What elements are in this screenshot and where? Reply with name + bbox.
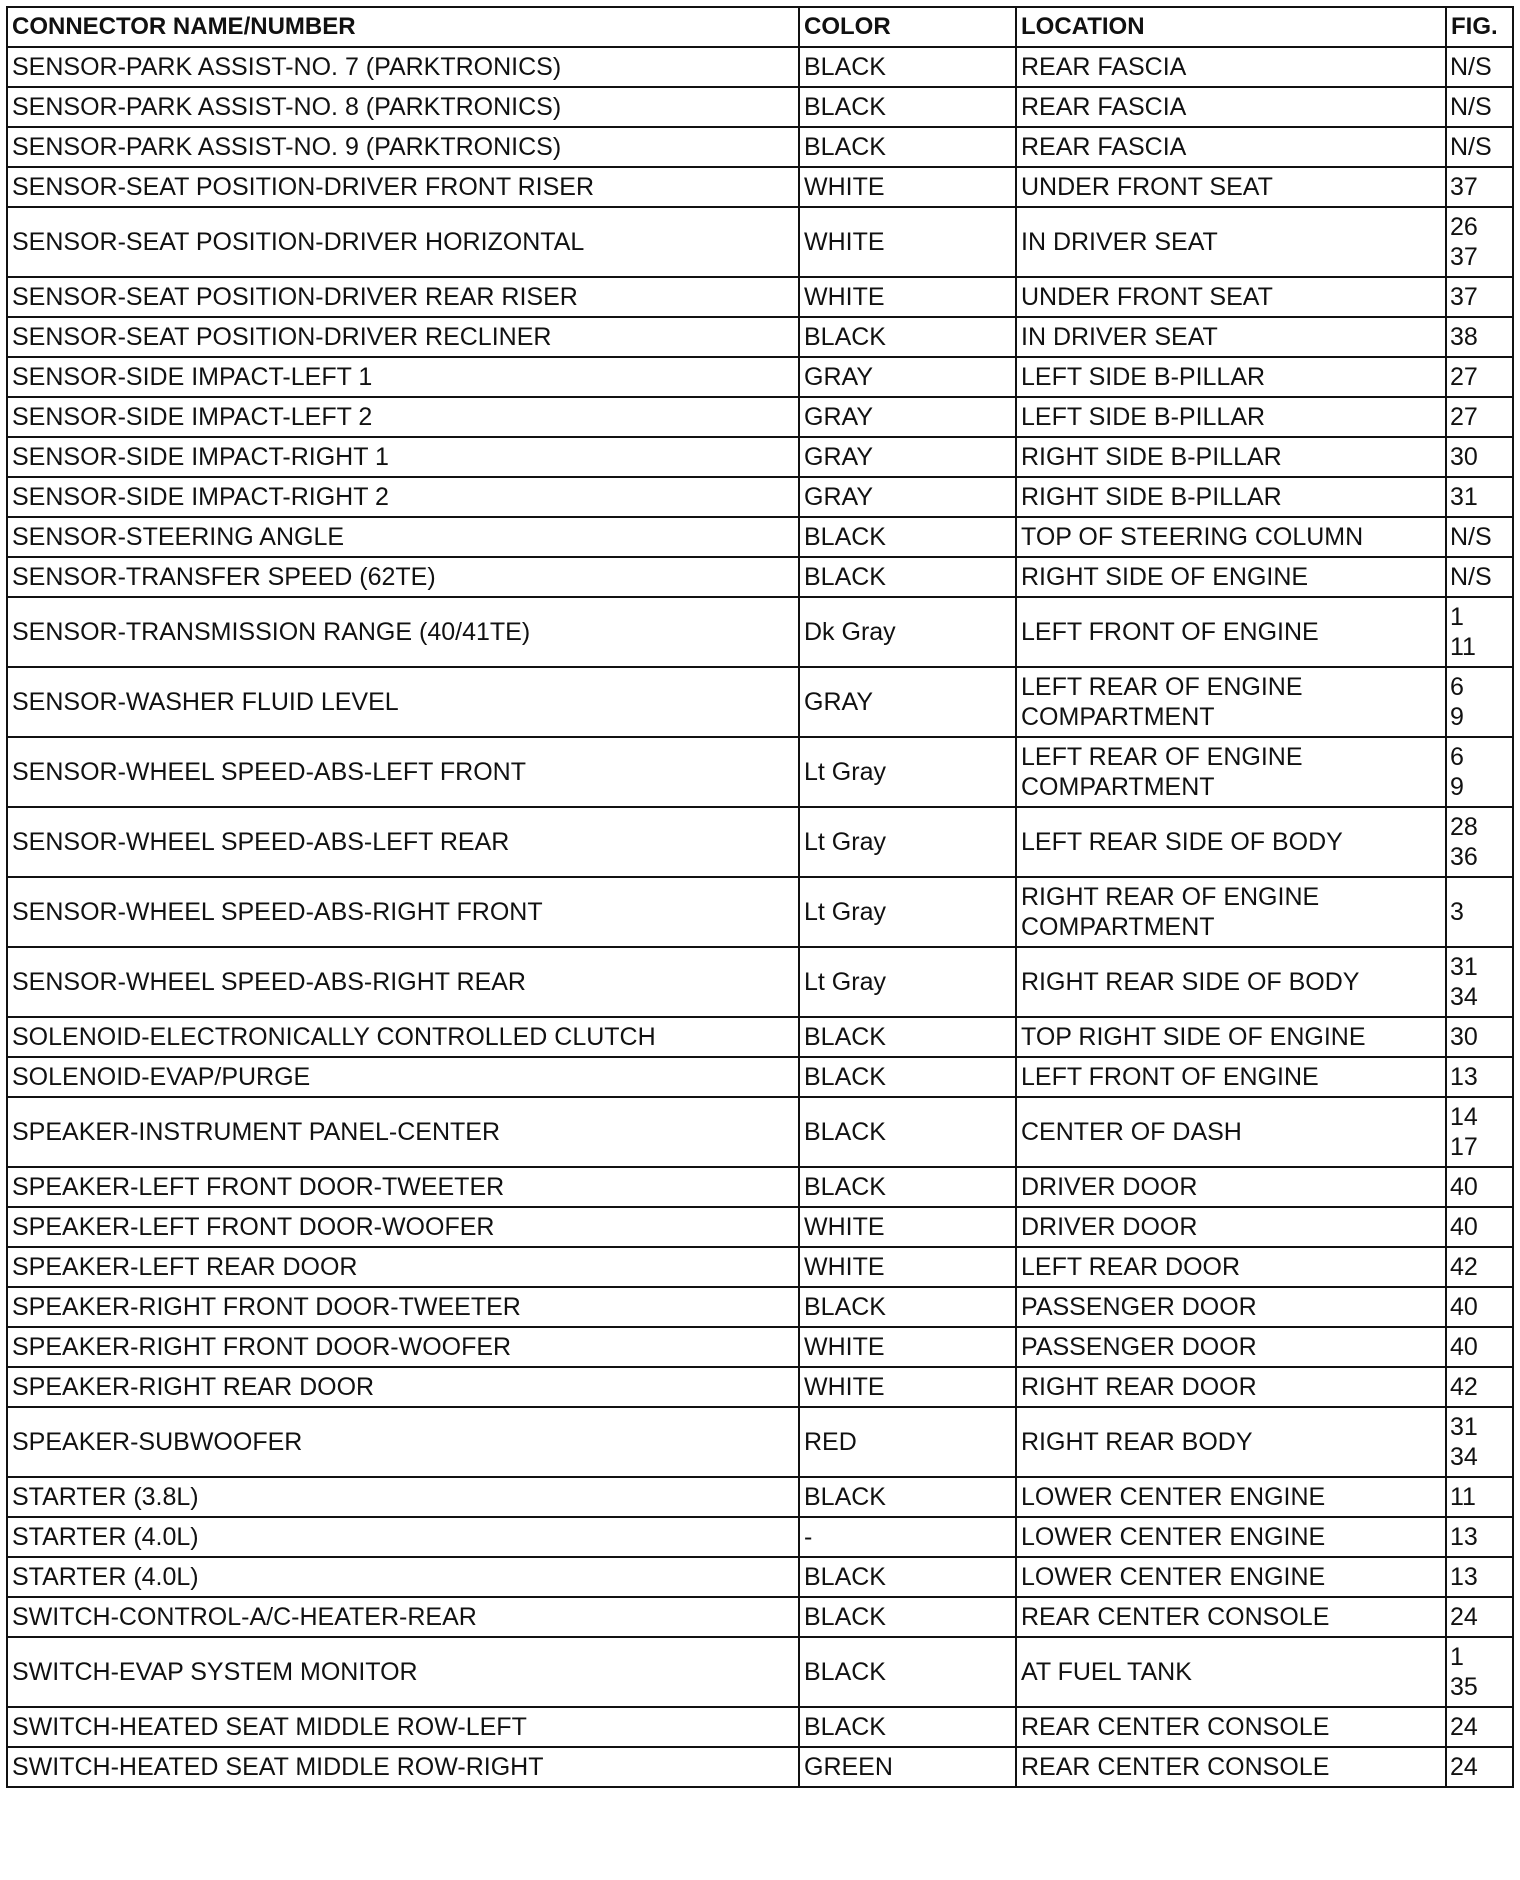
color-cell: BLACK — [799, 1167, 1016, 1207]
fig-cell: 42 — [1446, 1247, 1513, 1287]
fig-cell: 37 — [1446, 277, 1513, 317]
color-cell: Lt Gray — [799, 877, 1016, 947]
color-cell: WHITE — [799, 167, 1016, 207]
table-row — [7, 1557, 1513, 1597]
connector-name-cell: STARTER (4.0L) — [7, 1557, 799, 1597]
connector-name-cell: SOLENOID-ELECTRONICALLY CONTROLLED CLUTCH — [7, 1017, 799, 1057]
connector-name-cell: SPEAKER-RIGHT FRONT DOOR-WOOFER — [7, 1327, 799, 1367]
connector-name-cell: SWITCH-EVAP SYSTEM MONITOR — [7, 1637, 799, 1707]
color-cell: WHITE — [799, 1207, 1016, 1247]
color-cell: BLACK — [799, 517, 1016, 557]
fig-cell: 13 — [1446, 1557, 1513, 1597]
location-cell: IN DRIVER SEAT — [1016, 207, 1446, 277]
table-row — [7, 557, 1513, 597]
color-cell: GRAY — [799, 397, 1016, 437]
table-row — [7, 517, 1513, 557]
fig-cell: 30 — [1446, 1017, 1513, 1057]
table-row — [7, 277, 1513, 317]
location-cell: LEFT FRONT OF ENGINE — [1016, 597, 1446, 667]
color-cell: BLACK — [799, 1707, 1016, 1747]
connector-name-cell: SWITCH-CONTROL-A/C-HEATER-REAR — [7, 1597, 799, 1637]
table-row — [7, 1247, 1513, 1287]
fig-cell: N/S — [1446, 557, 1513, 597]
fig-cell: 27 — [1446, 357, 1513, 397]
header-color: COLOR — [799, 7, 1016, 47]
table-row — [7, 1367, 1513, 1407]
connector-name-cell: SPEAKER-INSTRUMENT PANEL-CENTER — [7, 1097, 799, 1167]
color-cell: WHITE — [799, 1327, 1016, 1367]
color-cell: BLACK — [799, 1017, 1016, 1057]
fig-cell: 1 11 — [1446, 597, 1513, 667]
fig-cell: 37 — [1446, 167, 1513, 207]
location-cell: RIGHT SIDE B-PILLAR — [1016, 437, 1446, 477]
connector-name-cell: SWITCH-HEATED SEAT MIDDLE ROW-RIGHT — [7, 1747, 799, 1787]
table-row — [7, 1747, 1513, 1787]
table-row — [7, 807, 1513, 877]
header-fig: FIG. — [1446, 7, 1513, 47]
color-cell: BLACK — [799, 317, 1016, 357]
location-cell: RIGHT REAR SIDE OF BODY — [1016, 947, 1446, 1017]
connector-name-cell: SWITCH-HEATED SEAT MIDDLE ROW-LEFT — [7, 1707, 799, 1747]
fig-cell: N/S — [1446, 87, 1513, 127]
connector-name-cell: SENSOR-SEAT POSITION-DRIVER HORIZONTAL — [7, 207, 799, 277]
location-cell: LEFT REAR DOOR — [1016, 1247, 1446, 1287]
table-row — [7, 1167, 1513, 1207]
connector-name-cell: SENSOR-STEERING ANGLE — [7, 517, 799, 557]
color-cell: BLACK — [799, 1057, 1016, 1097]
location-cell: LEFT SIDE B-PILLAR — [1016, 397, 1446, 437]
location-cell: RIGHT SIDE OF ENGINE — [1016, 557, 1446, 597]
fig-cell: 30 — [1446, 437, 1513, 477]
fig-cell: 31 34 — [1446, 1407, 1513, 1477]
table-row — [7, 1327, 1513, 1367]
connector-name-cell: SENSOR-TRANSMISSION RANGE (40/41TE) — [7, 597, 799, 667]
location-cell: LEFT SIDE B-PILLAR — [1016, 357, 1446, 397]
fig-cell: 14 17 — [1446, 1097, 1513, 1167]
fig-cell: N/S — [1446, 127, 1513, 167]
table-row — [7, 357, 1513, 397]
fig-cell: 13 — [1446, 1517, 1513, 1557]
fig-cell: 31 — [1446, 477, 1513, 517]
table-row — [7, 1597, 1513, 1637]
header-connector-name: CONNECTOR NAME/NUMBER — [7, 7, 799, 47]
fig-cell: 24 — [1446, 1707, 1513, 1747]
location-cell: LOWER CENTER ENGINE — [1016, 1477, 1446, 1517]
connector-name-cell: SENSOR-WHEEL SPEED-ABS-LEFT FRONT — [7, 737, 799, 807]
color-cell: Lt Gray — [799, 737, 1016, 807]
connector-name-cell: SOLENOID-EVAP/PURGE — [7, 1057, 799, 1097]
color-cell: BLACK — [799, 1557, 1016, 1597]
location-cell: IN DRIVER SEAT — [1016, 317, 1446, 357]
table-row — [7, 1707, 1513, 1747]
fig-cell: 40 — [1446, 1287, 1513, 1327]
connector-name-cell: SENSOR-WASHER FLUID LEVEL — [7, 667, 799, 737]
fig-cell: 40 — [1446, 1167, 1513, 1207]
location-cell: REAR CENTER CONSOLE — [1016, 1747, 1446, 1787]
location-cell: LOWER CENTER ENGINE — [1016, 1557, 1446, 1597]
fig-cell: 6 9 — [1446, 667, 1513, 737]
color-cell: WHITE — [799, 277, 1016, 317]
fig-cell: 24 — [1446, 1597, 1513, 1637]
table-row — [7, 737, 1513, 807]
table-row — [7, 1207, 1513, 1247]
table-row — [7, 1287, 1513, 1327]
location-cell: TOP OF STEERING COLUMN — [1016, 517, 1446, 557]
connector-name-cell: SENSOR-SIDE IMPACT-RIGHT 1 — [7, 437, 799, 477]
color-cell: GRAY — [799, 357, 1016, 397]
connector-name-cell: SENSOR-WHEEL SPEED-ABS-RIGHT REAR — [7, 947, 799, 1017]
table-row — [7, 87, 1513, 127]
color-cell: GRAY — [799, 477, 1016, 517]
color-cell: BLACK — [799, 87, 1016, 127]
color-cell: BLACK — [799, 47, 1016, 87]
location-cell: LEFT REAR OF ENGINE COMPARTMENT — [1016, 667, 1446, 737]
connector-name-cell: SENSOR-SEAT POSITION-DRIVER REAR RISER — [7, 277, 799, 317]
connector-name-cell: SENSOR-SIDE IMPACT-RIGHT 2 — [7, 477, 799, 517]
location-cell: LEFT REAR OF ENGINE COMPARTMENT — [1016, 737, 1446, 807]
location-cell: PASSENGER DOOR — [1016, 1287, 1446, 1327]
color-cell: BLACK — [799, 1597, 1016, 1637]
connector-name-cell: SENSOR-PARK ASSIST-NO. 8 (PARKTRONICS) — [7, 87, 799, 127]
location-cell: UNDER FRONT SEAT — [1016, 167, 1446, 207]
color-cell: RED — [799, 1407, 1016, 1477]
color-cell: Lt Gray — [799, 947, 1016, 1017]
fig-cell: 24 — [1446, 1747, 1513, 1787]
table-row — [7, 397, 1513, 437]
connector-name-cell: SENSOR-TRANSFER SPEED (62TE) — [7, 557, 799, 597]
location-cell: REAR FASCIA — [1016, 87, 1446, 127]
color-cell: WHITE — [799, 207, 1016, 277]
color-cell: GRAY — [799, 437, 1016, 477]
table-row — [7, 667, 1513, 737]
fig-cell: 6 9 — [1446, 737, 1513, 807]
table-row — [7, 1407, 1513, 1477]
location-cell: RIGHT SIDE B-PILLAR — [1016, 477, 1446, 517]
location-cell: CENTER OF DASH — [1016, 1097, 1446, 1167]
color-cell: WHITE — [799, 1247, 1016, 1287]
location-cell: UNDER FRONT SEAT — [1016, 277, 1446, 317]
fig-cell: 26 37 — [1446, 207, 1513, 277]
fig-cell: 13 — [1446, 1057, 1513, 1097]
fig-cell: 40 — [1446, 1327, 1513, 1367]
connector-name-cell: SPEAKER-RIGHT REAR DOOR — [7, 1367, 799, 1407]
table-row — [7, 207, 1513, 277]
color-cell: Dk Gray — [799, 597, 1016, 667]
connector-name-cell: SENSOR-WHEEL SPEED-ABS-RIGHT FRONT — [7, 877, 799, 947]
table-row — [7, 47, 1513, 87]
connector-name-cell: SENSOR-SIDE IMPACT-LEFT 2 — [7, 397, 799, 437]
connector-name-cell: SPEAKER-LEFT FRONT DOOR-WOOFER — [7, 1207, 799, 1247]
location-cell: RIGHT REAR OF ENGINE COMPARTMENT — [1016, 877, 1446, 947]
connector-name-cell: SENSOR-SEAT POSITION-DRIVER FRONT RISER — [7, 167, 799, 207]
fig-cell: 28 36 — [1446, 807, 1513, 877]
color-cell: BLACK — [799, 557, 1016, 597]
color-cell: GRAY — [799, 667, 1016, 737]
location-cell: RIGHT REAR DOOR — [1016, 1367, 1446, 1407]
location-cell: LOWER CENTER ENGINE — [1016, 1517, 1446, 1557]
connector-name-cell: SENSOR-PARK ASSIST-NO. 7 (PARKTRONICS) — [7, 47, 799, 87]
connector-name-cell: STARTER (3.8L) — [7, 1477, 799, 1517]
color-cell: BLACK — [799, 127, 1016, 167]
fig-cell: 3 — [1446, 877, 1513, 947]
color-cell: BLACK — [799, 1097, 1016, 1167]
connector-name-cell: SENSOR-SEAT POSITION-DRIVER RECLINER — [7, 317, 799, 357]
location-cell: TOP RIGHT SIDE OF ENGINE — [1016, 1017, 1446, 1057]
table-row — [7, 597, 1513, 667]
table-row — [7, 167, 1513, 207]
connector-name-cell: SPEAKER-LEFT FRONT DOOR-TWEETER — [7, 1167, 799, 1207]
table-row — [7, 1517, 1513, 1557]
location-cell: REAR FASCIA — [1016, 127, 1446, 167]
connector-name-cell: SPEAKER-LEFT REAR DOOR — [7, 1247, 799, 1287]
fig-cell: 38 — [1446, 317, 1513, 357]
location-cell: AT FUEL TANK — [1016, 1637, 1446, 1707]
table-row — [7, 947, 1513, 1017]
connector-name-cell: SPEAKER-RIGHT FRONT DOOR-TWEETER — [7, 1287, 799, 1327]
fig-cell: 31 34 — [1446, 947, 1513, 1017]
table-row — [7, 437, 1513, 477]
fig-cell: N/S — [1446, 47, 1513, 87]
fig-cell: 27 — [1446, 397, 1513, 437]
table-row — [7, 1097, 1513, 1167]
location-cell: PASSENGER DOOR — [1016, 1327, 1446, 1367]
table-row — [7, 1477, 1513, 1517]
connector-name-cell: STARTER (4.0L) — [7, 1517, 799, 1557]
fig-cell: 42 — [1446, 1367, 1513, 1407]
table-row — [7, 317, 1513, 357]
location-cell: LEFT FRONT OF ENGINE — [1016, 1057, 1446, 1097]
table-row — [7, 1637, 1513, 1707]
color-cell: BLACK — [799, 1287, 1016, 1327]
connector-name-cell: SPEAKER-SUBWOOFER — [7, 1407, 799, 1477]
color-cell: Lt Gray — [799, 807, 1016, 877]
connector-name-cell: SENSOR-WHEEL SPEED-ABS-LEFT REAR — [7, 807, 799, 877]
table-row — [7, 1017, 1513, 1057]
location-cell: DRIVER DOOR — [1016, 1207, 1446, 1247]
connector-name-cell: SENSOR-PARK ASSIST-NO. 9 (PARKTRONICS) — [7, 127, 799, 167]
header-location: LOCATION — [1016, 7, 1446, 47]
table-row — [7, 477, 1513, 517]
location-cell: DRIVER DOOR — [1016, 1167, 1446, 1207]
color-cell: BLACK — [799, 1477, 1016, 1517]
location-cell: REAR CENTER CONSOLE — [1016, 1597, 1446, 1637]
location-cell: REAR CENTER CONSOLE — [1016, 1707, 1446, 1747]
fig-cell: 40 — [1446, 1207, 1513, 1247]
table-row — [7, 877, 1513, 947]
color-cell: - — [799, 1517, 1016, 1557]
location-cell: RIGHT REAR BODY — [1016, 1407, 1446, 1477]
location-cell: REAR FASCIA — [1016, 47, 1446, 87]
color-cell: GREEN — [799, 1747, 1016, 1787]
connector-table — [6, 6, 1514, 1788]
fig-cell: 1 35 — [1446, 1637, 1513, 1707]
fig-cell: 11 — [1446, 1477, 1513, 1517]
color-cell: BLACK — [799, 1637, 1016, 1707]
table-row — [7, 1057, 1513, 1097]
table-row — [7, 127, 1513, 167]
connector-name-cell: SENSOR-SIDE IMPACT-LEFT 1 — [7, 357, 799, 397]
header-row — [7, 7, 1513, 47]
color-cell: WHITE — [799, 1367, 1016, 1407]
fig-cell: N/S — [1446, 517, 1513, 557]
location-cell: LEFT REAR SIDE OF BODY — [1016, 807, 1446, 877]
